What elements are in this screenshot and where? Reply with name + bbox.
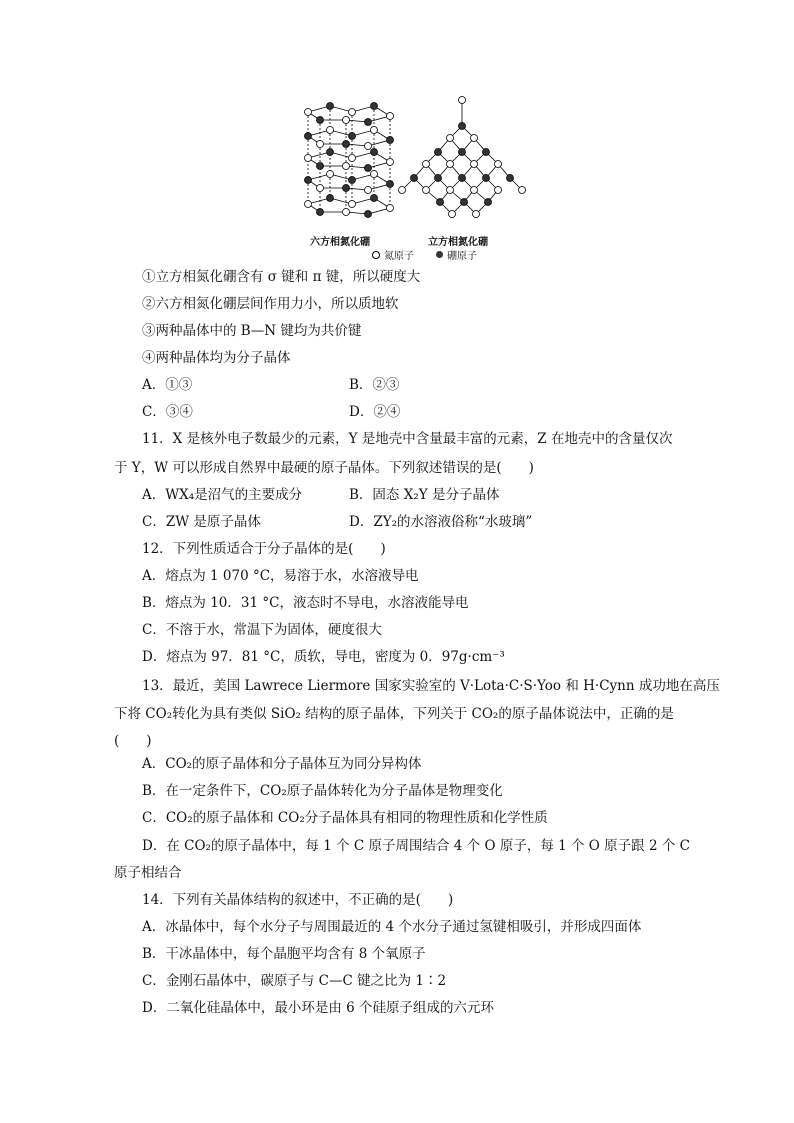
q12-stem: 12．下列性质适合于分子晶体的是( ): [142, 541, 386, 557]
q11-option-b: B．固态 X₂Y 是分子晶体: [349, 487, 500, 503]
q14-option-d: D．二氧化硅晶体中，最小环是由 6 个硅原子组成的六元环: [142, 1000, 494, 1016]
legend-boron: 硼原子: [447, 251, 477, 262]
q12-option-a: A．熔点为 1 070 °C，易溶于水，水溶液导电: [142, 568, 419, 584]
hexagonal-atoms: [305, 103, 394, 218]
q12-option-d: D．熔点为 97．81 °C，质软，导电，密度为 0．97g·cm⁻³: [142, 649, 505, 665]
crystal-structure-diagram: [290, 92, 540, 237]
legend-nitrogen: 氮原子: [384, 251, 414, 262]
q13-option-d-2: 原子相结合: [114, 865, 182, 881]
q14-option-b: B．干冰晶体中，每个晶胞平均含有 8 个氧原子: [142, 946, 426, 962]
q10-option-c: C．③④: [142, 404, 193, 420]
q13-option-c: C．CO₂的原子晶体和 CO₂分子晶体具有相同的物理性质和化学性质: [142, 810, 548, 826]
q13-option-d-1: D．在 CO₂的原子晶体中，每 1 个 C 原子周围结合 4 个 O 原子，每 1 个 O 原子跟 2 个 C: [142, 838, 690, 854]
q13-stem-1: 13．最近，美国 Lawrece Liermore 国家实验室的 V·Lota·C·S·Yoo 和 H·Cynn 成功地在高压: [142, 678, 720, 694]
statement-4: ④两种晶体均为分子晶体: [142, 350, 291, 366]
q10-option-a: A．①③: [142, 377, 193, 393]
q12-option-b: B．熔点为 10．31 °C，液态时不导电，水溶液能导电: [142, 595, 469, 611]
atom-legend: [372, 247, 477, 262]
statement-3: ③两种晶体中的 B—N 键均为共价键: [142, 323, 362, 339]
nitrogen-marker-icon: [372, 251, 380, 259]
q11-option-c: C．ZW 是原子晶体: [142, 514, 261, 530]
q13-stem-3: ( ): [114, 733, 152, 749]
boron-nitride-figure: [290, 92, 540, 262]
statement-1: ①立方相氮化硼含有 σ 键和 π 键，所以硬度大: [142, 269, 421, 285]
q11-stem-2: 于 Y，W 可以形成自然界中最硬的原子晶体。下列叙述错误的是( ): [114, 460, 534, 476]
q10-option-b: B．②③: [349, 377, 400, 393]
q14-stem: 14．下列有关晶体结构的叙述中，不正确的是( ): [142, 892, 454, 908]
q13-option-b: B．在一定条件下，CO₂原子晶体转化为分子晶体是物理变化: [142, 783, 503, 799]
cubic-caption: 立方相氮化硼: [428, 237, 488, 248]
statement-2: ②六方相氮化硼层间作用力小，所以质地软: [142, 296, 399, 312]
q14-option-a: A．冰晶体中，每个水分子与周围最近的 4 个水分子通过氢键相吸引，并形成四面体: [142, 919, 642, 935]
q11-option-a: A．WX₄是沼气的主要成分: [142, 487, 303, 503]
q13-stem-2: 下将 CO₂转化为具有类似 SiO₂ 结构的原子晶体，下列关于 CO₂的原子晶体说法中，正确的是: [114, 706, 674, 722]
q14-option-c: C．金刚石晶体中，碳原子与 C—C 键之比为 1∶2: [142, 973, 447, 989]
cubic-bn-structure: [402, 100, 522, 214]
q10-option-d: D．②④: [349, 404, 401, 420]
hexagonal-caption: 六方相氮化硼: [310, 237, 370, 248]
boron-marker-icon: [436, 251, 443, 258]
q11-stem-1: 11．X 是核外电子数最少的元素，Y 是地壳中含量最丰富的元素，Z 在地壳中的含量仅次: [142, 431, 673, 447]
q12-option-c: C．不溶于水，常温下为固体，硬度很大: [142, 622, 382, 638]
q11-option-d: D．ZY₂的水溶液俗称“水玻璃”: [349, 514, 533, 530]
q13-option-a: A．CO₂的原子晶体和分子晶体互为同分异构体: [142, 756, 422, 772]
